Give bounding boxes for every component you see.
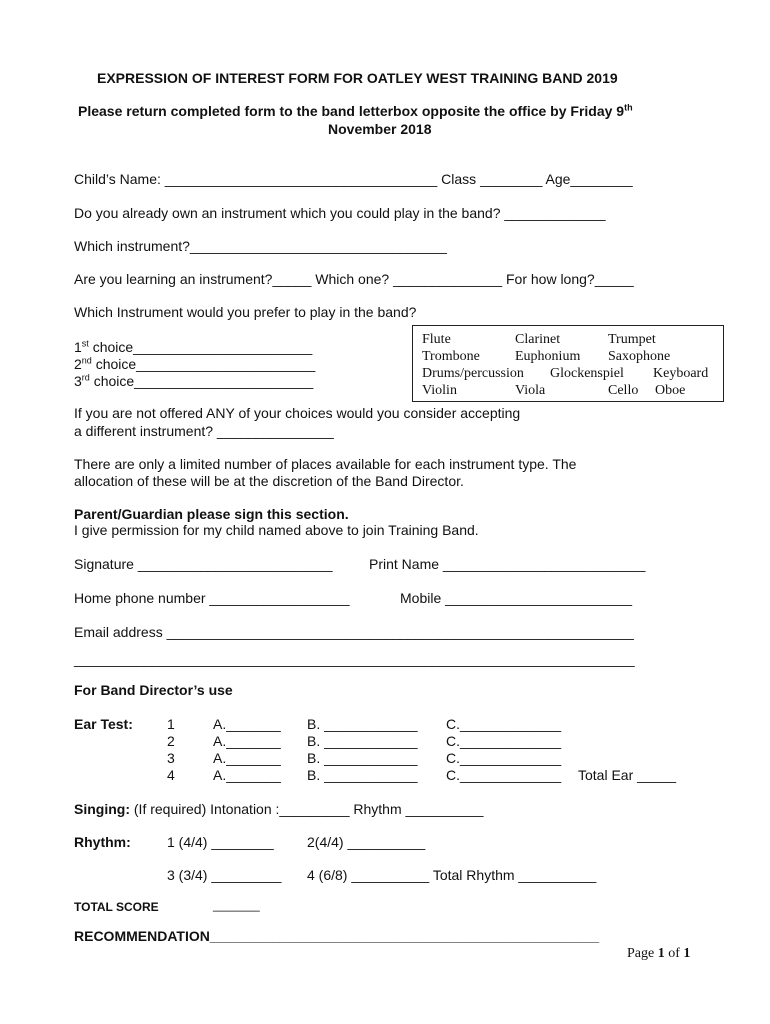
instrument-clarinet: Clarinet bbox=[515, 332, 561, 347]
instrument-euphonium: Euphonium bbox=[515, 349, 581, 364]
return-instructions-line1: Please return completed form to the band letterbox opposite the office by Friday 9 bbox=[78, 103, 625, 119]
ear-answer-c[interactable]: C._____________ bbox=[446, 716, 562, 732]
director-section-heading: For Band Director’s use bbox=[74, 682, 233, 698]
ear-answer-a[interactable]: A._______ bbox=[213, 750, 281, 766]
ear-row-number: 3 bbox=[167, 750, 175, 766]
rhythm-4-field[interactable]: 4 (6/8) __________ Total Rhythm __________ bbox=[307, 867, 597, 883]
ear-answer-b[interactable]: B. ____________ bbox=[307, 716, 418, 732]
total-score-field[interactable]: _______ bbox=[213, 898, 260, 912]
choice-line: choice_______________________ bbox=[89, 373, 314, 389]
instrument-saxophone: Saxophone bbox=[608, 349, 671, 364]
ear-answer-a[interactable]: A._______ bbox=[213, 767, 281, 783]
different-instrument-field[interactable]: a different instrument? _______________ bbox=[74, 423, 334, 439]
rhythm-label: Rhythm: bbox=[74, 834, 131, 850]
learning-instrument-field[interactable]: Are you learning an instrument?_____ Which one? ______________ For how long?_____ bbox=[74, 271, 634, 287]
permission-statement: I give permission for my child named above to join Training Band. bbox=[74, 522, 479, 538]
instrument-violin: Violin bbox=[422, 383, 457, 398]
ear-answer-a[interactable]: A._______ bbox=[213, 733, 281, 749]
signature-field[interactable]: Signature _________________________ bbox=[74, 556, 333, 572]
instrument-trumpet: Trumpet bbox=[608, 332, 656, 347]
page-of: of bbox=[664, 946, 684, 961]
instrument-cello: Cello bbox=[608, 383, 639, 398]
ear-answer-c[interactable]: C._____________ bbox=[446, 767, 562, 783]
total-ear-field[interactable]: Total Ear _____ bbox=[578, 767, 677, 783]
limited-places-note: There are only a limited number of places available for each instrument type. The bbox=[74, 456, 577, 472]
rhythm-2-field[interactable]: 2(4/4) __________ bbox=[307, 834, 426, 850]
rhythm-3-field[interactable]: 3 (3/4) _________ bbox=[167, 867, 282, 883]
rhythm-1-field[interactable]: 1 (4/4) ________ bbox=[167, 834, 274, 850]
ear-row-number: 4 bbox=[167, 767, 175, 783]
ear-answer-c[interactable]: C._____________ bbox=[446, 750, 562, 766]
page-current: 1 bbox=[657, 946, 665, 961]
choice-first[interactable] bbox=[74, 339, 312, 355]
instrument-drums: Drums/percussion bbox=[422, 366, 524, 381]
form-title: EXPRESSION OF INTEREST FORM FOR OATLEY WEST TRAINING BAND 2019 bbox=[97, 70, 618, 86]
instrument-trombone: Trombone bbox=[422, 349, 480, 364]
choice-number: 2 bbox=[74, 356, 82, 372]
email-field[interactable]: Email address ____________________________________________________________ bbox=[74, 624, 634, 640]
ear-test-label: Ear Test: bbox=[74, 716, 133, 732]
page-label: Page bbox=[627, 946, 658, 961]
email-field-continued[interactable]: ________________________________________________________________________ bbox=[74, 651, 635, 667]
which-instrument-field[interactable]: Which instrument?_________________________________ bbox=[74, 238, 447, 254]
return-instructions bbox=[78, 103, 633, 119]
singing-fields: (If required) Intonation :_________ Rhythm __________ bbox=[130, 801, 484, 817]
child-name-field[interactable]: Child’s Name: ___________________________________ Class ________ Age________ bbox=[74, 171, 633, 187]
choice-suffix: st bbox=[81, 338, 89, 349]
print-name-field[interactable]: Print Name __________________________ bbox=[369, 556, 646, 572]
preferred-instrument-question: Which Instrument would you prefer to play in the band? bbox=[74, 304, 417, 320]
instrument-oboe: Oboe bbox=[655, 383, 686, 398]
choice-second[interactable] bbox=[74, 356, 315, 372]
total-score-label: TOTAL SCORE bbox=[74, 900, 159, 914]
page-number bbox=[627, 946, 690, 962]
ear-row-number: 2 bbox=[167, 733, 175, 749]
singing-label: Singing: bbox=[74, 801, 130, 817]
mobile-field[interactable]: Mobile ________________________ bbox=[400, 590, 632, 606]
not-offered-question: If you are not offered ANY of your choices would you consider accepting bbox=[74, 405, 521, 421]
page-total: 1 bbox=[683, 946, 691, 961]
choice-line: choice_______________________ bbox=[88, 339, 313, 355]
singing-row[interactable] bbox=[74, 801, 483, 817]
date-suffix: th bbox=[624, 102, 633, 113]
choice-number: 1 bbox=[74, 339, 82, 355]
ear-answer-b[interactable]: B. ____________ bbox=[307, 733, 418, 749]
choice-suffix: nd bbox=[81, 355, 92, 366]
instrument-glockenspiel: Glockenspiel bbox=[550, 366, 624, 381]
choice-suffix: rd bbox=[81, 372, 90, 383]
instrument-viola: Viola bbox=[515, 383, 546, 398]
ear-answer-a[interactable]: A._______ bbox=[213, 716, 281, 732]
allocation-note: allocation of these will be at the discretion of the Band Director. bbox=[74, 473, 464, 489]
own-instrument-field[interactable]: Do you already own an instrument which you could play in the band? _____________ bbox=[74, 205, 606, 221]
instrument-flute: Flute bbox=[422, 332, 451, 347]
parent-section-heading: Parent/Guardian please sign this section. bbox=[74, 506, 349, 522]
ear-row-number: 1 bbox=[167, 716, 175, 732]
return-deadline: November 2018 bbox=[328, 121, 432, 137]
choice-third[interactable] bbox=[74, 373, 313, 389]
ear-answer-b[interactable]: B. ____________ bbox=[307, 767, 418, 783]
instrument-keyboard: Keyboard bbox=[653, 366, 709, 381]
ear-answer-b[interactable]: B. ____________ bbox=[307, 750, 418, 766]
recommendation-field[interactable]: RECOMMENDATION__________________________________________________ bbox=[74, 928, 600, 944]
choice-number: 3 bbox=[74, 373, 82, 389]
ear-answer-c[interactable]: C._____________ bbox=[446, 733, 562, 749]
home-phone-field[interactable]: Home phone number __________________ bbox=[74, 590, 350, 606]
choice-line: choice_______________________ bbox=[91, 356, 316, 372]
